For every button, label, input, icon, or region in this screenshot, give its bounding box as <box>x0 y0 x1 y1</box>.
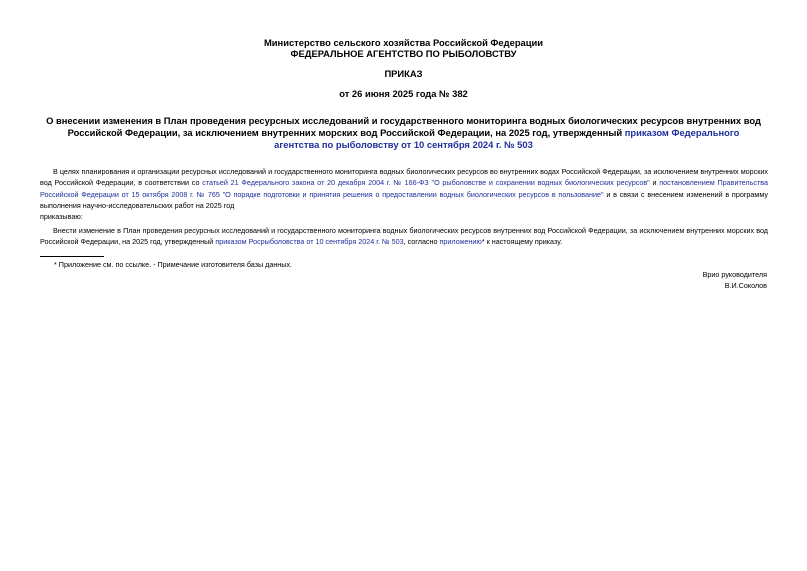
order-text-1: Внести изменение в План проведения ресурсных исследований и государственного мониторинга водных биологических ресурсов внутренних вод Российской Федерации, за исключением внутренних морских вод Российской Федерации, на 2025 год, утвержденный <box>40 226 768 247</box>
preamble-text-1: В целях планирования и организации ресурсных исследований и государственного мониторинга водных биологических ресурсов во внутренних водах Российской Федерации, за исключением внутренних морских вод Российской Федерации, в соответствии со <box>40 167 768 188</box>
order-paragraph <box>40 225 768 248</box>
agency-name: ФЕДЕРАЛЬНОЕ АГЕНТСТВО ПО РЫБОЛОВСТВУ <box>290 48 517 59</box>
signature-position: Врио руководителя <box>702 270 767 279</box>
title-text: О внесении изменения в План проведения ресурсных исследований и государственного мониторинга водных биологических ресурсов внутренних вод Российской Федерации, за исключением внутренних морских вод Российской Федерации, на 2025 год, утвержденный <box>46 115 761 138</box>
link-article-21-law-166fz[interactable]: статьей 21 Федерального закона от 20 декабря 2004 г. № 166-ФЗ "О рыболовстве и сохранении водных биологических ресурсов" <box>202 178 650 188</box>
preamble-paragraph <box>40 166 768 212</box>
signature-name: В.И.Соколов <box>724 281 767 290</box>
footnote-text: * Приложение см. по ссылке. - Примечание изготовителя базы данных. <box>54 260 293 269</box>
ministry-name: Министерство сельского хозяйства Российской Федерации <box>263 37 544 48</box>
order-text-3: * к настоящему приказу. <box>481 237 563 247</box>
document-date-number: от 26 июня 2025 года № 382 <box>339 88 468 99</box>
preamble-text-3: и в связи с внесением изменений в программу выполнения научно-исследовательских работ на 2025 год <box>40 189 768 211</box>
title-link-order-503[interactable]: приказом Федерального агентства по рыболовству от 10 сентября 2024 г. № 503 <box>274 127 740 150</box>
link-government-resolution-765[interactable]: постановлением Правительства Российской Федерации от 15 октября 2008 г. № 765 "О порядке подготовки и принятия решения о предоставлении водных биологических ресурсов в пользование" <box>40 178 768 199</box>
document-title <box>46 115 761 151</box>
preamble-text-2: и <box>649 178 660 188</box>
footnote-divider <box>40 256 104 257</box>
link-appendix[interactable]: приложению <box>439 237 482 247</box>
document-type: ПРИКАЗ <box>384 68 423 79</box>
order-word: приказываю: <box>40 212 83 221</box>
order-text-2: , согласно <box>403 237 440 247</box>
link-order-503[interactable]: приказом Росрыболовства от 10 сентября 2024 г. № 503 <box>215 237 404 247</box>
